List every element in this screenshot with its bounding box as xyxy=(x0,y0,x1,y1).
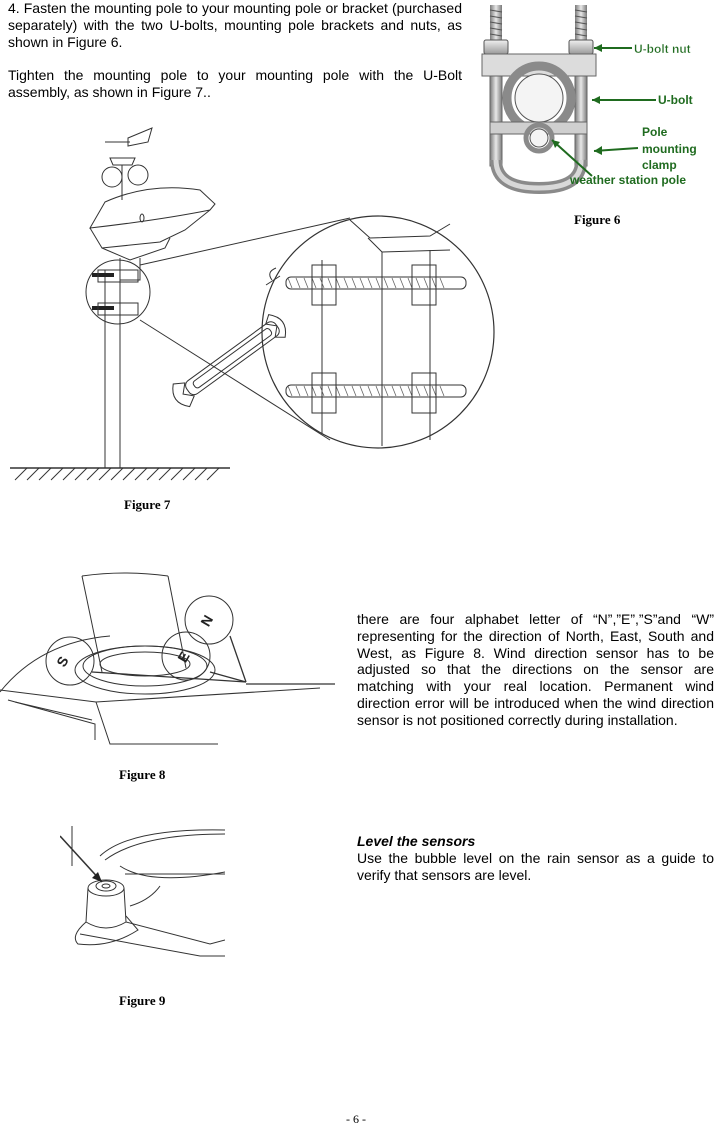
figure-7-caption: Figure 7 xyxy=(124,497,171,512)
figure-9-bubble-level-diagram xyxy=(60,826,225,966)
station-pole-label: weather station pole xyxy=(570,173,687,187)
letter-s: S xyxy=(53,653,72,670)
pole-clamp-label-line-3: clamp xyxy=(642,158,677,172)
pole-clamp-label-line-2: mounting xyxy=(642,142,697,156)
fasten-paragraph: 4. Fasten the mounting pole to your mounting pole or bracket (purchased separately) with the two U-bolts, mounting pole brackets and nuts, as shown in Figure 6. xyxy=(8,0,462,50)
letter-e: E xyxy=(174,648,193,665)
wind-direction-paragraph: there are four alphabet letter of “N”,”E”,”S”and “W” representing for the direction of North, East, South and West, as Figure 8. Wind direction sensor has to be adjusted so that the directions on the sensor are matching with your real location. Permanent wind direction error will be introduced when the wind direction sensor is not positioned correctly during installation. xyxy=(357,611,714,728)
figure-7-mounting-diagram xyxy=(10,120,500,490)
figure-8-caption: Figure 8 xyxy=(119,767,166,782)
figure-9-caption: Figure 9 xyxy=(119,993,166,1008)
pole-clamp-label-line-1: Pole xyxy=(642,125,668,139)
level-sensors-section xyxy=(357,833,714,883)
figure-6-ubolt-diagram xyxy=(470,0,714,200)
level-sensors-text: Use the bubble level on the rain sensor as a guide to verify that sensors are level. xyxy=(357,849,714,883)
figure-8-wind-direction-diagram xyxy=(0,572,335,752)
tighten-paragraph: Tighten the mounting pole to your mounting pole with the U-Bolt assembly, as shown in Figure 7.. xyxy=(8,67,462,100)
level-sensors-heading: Level the sensors xyxy=(357,833,476,849)
ubolt-label: U-bolt xyxy=(658,93,693,107)
ubolt-nut-label: U-bolt nut xyxy=(634,42,691,56)
page-number: - 6 - xyxy=(346,1112,366,1126)
letter-n: N xyxy=(197,612,217,629)
figure-6-caption: Figure 6 xyxy=(574,212,621,227)
